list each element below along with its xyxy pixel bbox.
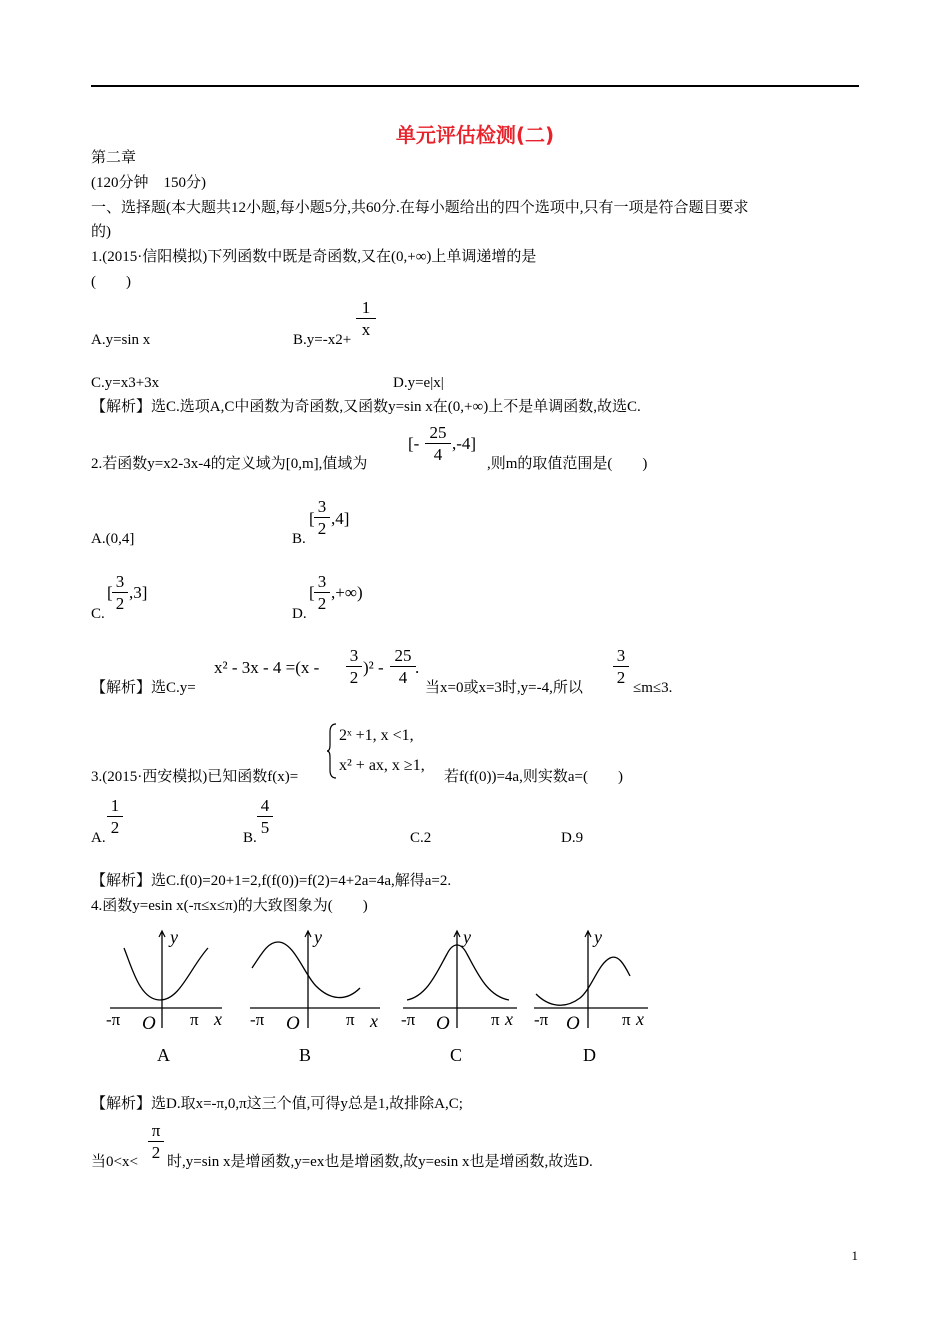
graph-a-y-label: y xyxy=(170,928,178,947)
fraction-numerator: 3 xyxy=(349,646,359,665)
q4-analysis1: 【解析】选D.取x=-π,0,π这三个值,可得y总是1,故排除A,C; xyxy=(91,1096,463,1112)
q2-option-d-close: ,+∞) xyxy=(331,583,363,602)
header-rule xyxy=(91,85,859,87)
graph-d-x-label: x xyxy=(636,1009,644,1029)
q3-stem-post: 若f(f(0))=4a,则实数a=( ) xyxy=(444,769,623,785)
q3-brace xyxy=(326,722,338,780)
fraction-numerator: π xyxy=(151,1121,161,1140)
graph-c-origin-label: O xyxy=(436,1013,450,1034)
fraction-bar xyxy=(425,443,451,444)
q1-option-a: A.y=sin x xyxy=(91,332,151,348)
q2-option-c: C. xyxy=(91,606,105,622)
q2-analysis-fraction2 xyxy=(390,646,416,687)
graph-a-pi-label: π xyxy=(190,1010,199,1029)
q2-range-fraction xyxy=(425,423,451,464)
fraction-bar xyxy=(356,318,376,319)
graph-b-label: B xyxy=(299,1045,312,1065)
graph-b xyxy=(246,928,386,1038)
q4-stem: 4.函数y=esin x(-π≤x≤π)的大致图象为( ) xyxy=(91,898,368,914)
page-title: 单元评估检测(二) xyxy=(395,123,555,147)
q1-option-b: B.y=-x2+ xyxy=(293,332,352,348)
fraction-bar xyxy=(613,666,629,667)
fraction-bar xyxy=(257,816,273,817)
q2-option-c-fraction xyxy=(112,572,128,613)
fraction-numerator: 3 xyxy=(616,646,626,665)
q2-analysis-pre: 【解析】选C.y= xyxy=(91,680,196,696)
fraction-denominator: x xyxy=(361,320,371,339)
page-number: 1 xyxy=(851,1248,858,1263)
fraction-bar xyxy=(112,592,128,593)
q1-analysis: 【解析】选C.选项A,C中函数为奇函数,又函数y=sin x在(0,+∞)上不是单调函数,故选C. xyxy=(91,399,641,415)
fraction-denominator: 4 xyxy=(433,445,443,464)
q2-range-close: ,-4] xyxy=(452,434,477,453)
fraction-denominator: 2 xyxy=(110,818,120,837)
graph-c-neg-pi-label: -π xyxy=(401,1010,416,1029)
q2-analysis-expr2: )² - xyxy=(363,658,384,677)
q2-range-open: [- xyxy=(408,434,420,453)
q2-option-c-open: [ xyxy=(107,583,113,602)
q3-option-c: C.2 xyxy=(410,830,432,846)
graph-a-origin-label: O xyxy=(142,1013,156,1034)
fraction-numerator: 3 xyxy=(317,572,327,591)
graph-b-y-label: y xyxy=(314,928,322,947)
q1-option-b-fraction xyxy=(356,298,376,339)
fraction-numerator: 25 xyxy=(394,646,412,665)
graph-d-y-label: y xyxy=(594,928,602,947)
fraction-bar xyxy=(148,1141,164,1142)
fraction-denominator: 2 xyxy=(115,594,125,613)
fraction-numerator: 1 xyxy=(110,796,120,815)
fraction-bar xyxy=(314,592,330,593)
graph-c-x-label: x xyxy=(505,1009,513,1029)
q2-option-b: B. xyxy=(292,531,306,547)
time-score: (120分钟 150分) xyxy=(91,175,206,191)
graph-a-x-label: x xyxy=(214,1009,222,1029)
q3-option-a: A. xyxy=(91,830,106,846)
q2-option-b-open: [ xyxy=(309,509,315,528)
q2-option-d-fraction xyxy=(314,572,330,613)
q3-option-b-fraction xyxy=(257,796,273,837)
graph-a-label: A xyxy=(157,1045,170,1065)
fraction-bar xyxy=(314,517,330,518)
section-heading-line2: 的) xyxy=(91,224,111,240)
graph-c-label: C xyxy=(450,1045,463,1065)
q4-analysis2-pre: 当0<x< xyxy=(91,1154,138,1170)
fraction-denominator: 2 xyxy=(317,519,327,538)
q3-analysis: 【解析】选C.f(0)=20+1=2,f(f(0))=f(2)=4+2a=4a,解得a=2. xyxy=(91,873,452,889)
fraction-bar xyxy=(390,666,416,667)
q2-analysis-expr3: . xyxy=(415,658,420,677)
q2-option-d-open: [ xyxy=(309,583,315,602)
q2-option-b-close: ,4] xyxy=(331,509,350,528)
q3-option-a-fraction xyxy=(107,796,123,837)
q1-paren: ( ) xyxy=(91,274,131,290)
q1-option-d: D.y=e|x| xyxy=(393,375,444,391)
q1-option-c: C.y=x3+3x xyxy=(91,375,160,391)
fraction-denominator: 2 xyxy=(616,668,626,687)
fraction-numerator: 4 xyxy=(260,796,270,815)
graph-b-neg-pi-label: -π xyxy=(250,1010,265,1029)
q4-analysis2-fraction xyxy=(148,1121,164,1162)
graph-c-pi-label: π xyxy=(491,1010,500,1029)
graph-b-pi-label: π xyxy=(346,1010,355,1029)
q2-analysis-mid: 当x=0或x=3时,y=-4,所以 xyxy=(425,680,583,696)
q2-option-d: D. xyxy=(292,606,307,622)
fraction-denominator: 2 xyxy=(151,1143,161,1162)
q2-option-a: A.(0,4] xyxy=(91,531,135,547)
fraction-numerator: 3 xyxy=(317,497,327,516)
q2-analysis-fraction3 xyxy=(613,646,629,687)
chapter: 第二章 xyxy=(91,150,137,166)
q2-analysis-post: ≤m≤3. xyxy=(633,680,673,696)
fraction-numerator: 1 xyxy=(361,298,371,317)
graph-a xyxy=(104,928,230,1038)
graph-c xyxy=(399,928,523,1038)
q4-analysis2-post: 时,y=sin x是增函数,y=ex也是增函数,故y=esin x也是增函数,故选D. xyxy=(167,1154,593,1170)
graph-d-origin-label: O xyxy=(566,1013,580,1034)
graph-d xyxy=(530,928,654,1038)
q1-stem: 1.(2015·信阳模拟)下列函数中既是奇函数,又在(0,+∞)上单调递增的是 xyxy=(91,249,537,265)
fraction-bar xyxy=(346,666,362,667)
q3-option-d: D.9 xyxy=(561,830,584,846)
fraction-denominator: 2 xyxy=(317,594,327,613)
graph-d-pi-label: π xyxy=(622,1010,631,1029)
fraction-denominator: 2 xyxy=(349,668,359,687)
graph-b-x-label: x xyxy=(370,1011,378,1031)
q3-option-b: B. xyxy=(243,830,257,846)
graph-d-neg-pi-label: -π xyxy=(534,1010,549,1029)
section-heading-line1: 一、选择题(本大题共12小题,每小题5分,共60分.在每小题给出的四个选项中,只有一项是符合题目要求 xyxy=(91,200,749,216)
q3-stem-pre: 3.(2015·西安模拟)已知函数f(x)= xyxy=(91,769,299,785)
q3-case1: 2ˣ +1, x <1, xyxy=(339,727,414,744)
fraction-bar xyxy=(107,816,123,817)
fraction-numerator: 3 xyxy=(115,572,125,591)
q2-stem-pre: 2.若函数y=x2-3x-4的定义域为[0,m],值域为 xyxy=(91,456,368,472)
q2-option-c-close: ,3] xyxy=(129,583,148,602)
q3-case2: x² + ax, x ≥1, xyxy=(339,757,425,774)
graph-a-neg-pi-label: -π xyxy=(106,1010,121,1029)
graph-c-y-label: y xyxy=(463,928,471,947)
graph-d-label: D xyxy=(583,1045,596,1065)
q2-stem-post: ,则m的取值范围是( ) xyxy=(487,456,648,472)
q2-option-b-fraction xyxy=(314,497,330,538)
fraction-numerator: 25 xyxy=(429,423,447,442)
fraction-denominator: 4 xyxy=(398,668,408,687)
q2-analysis-expr1: x² - 3x - 4 =(x - xyxy=(214,658,320,677)
q2-analysis-fraction1 xyxy=(346,646,362,687)
graph-b-origin-label: O xyxy=(286,1013,300,1034)
fraction-denominator: 5 xyxy=(260,818,270,837)
